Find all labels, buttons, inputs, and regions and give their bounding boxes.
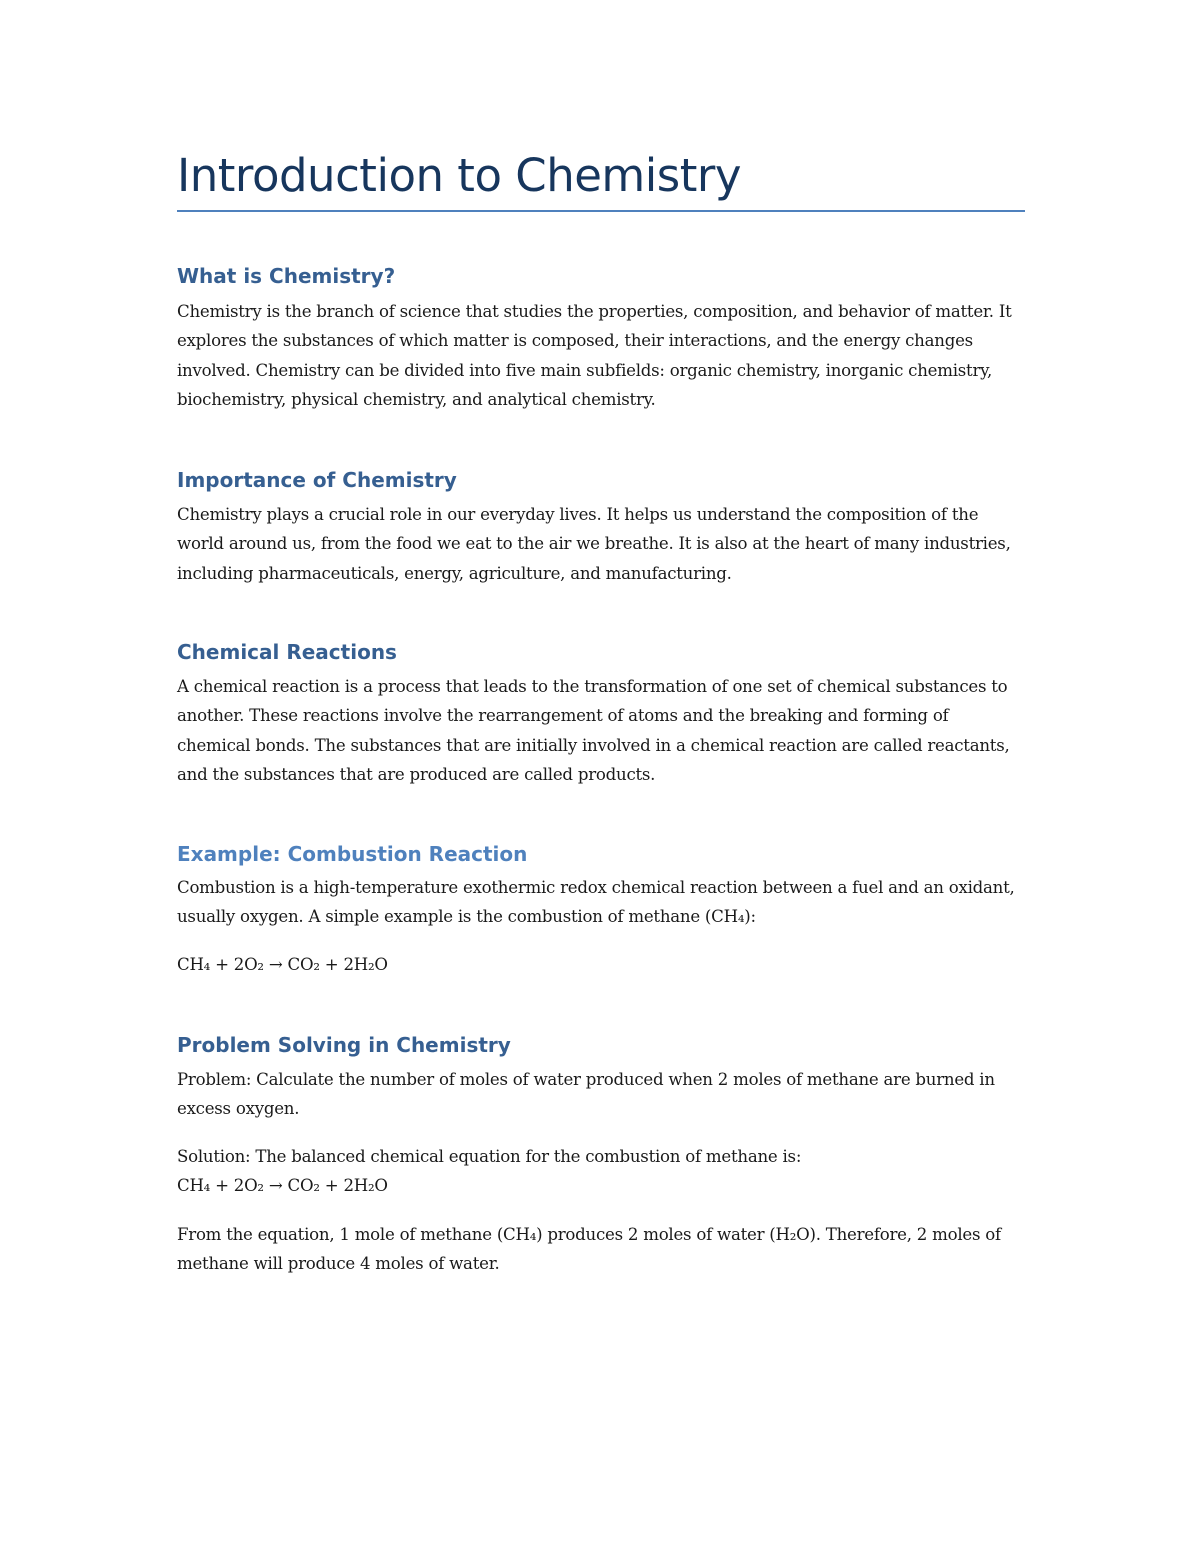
heading-importance-of-chemistry: Importance of Chemistry: [177, 468, 457, 492]
heading-problem-solving: Problem Solving in Chemistry: [177, 1033, 511, 1057]
title-underline: [177, 210, 1025, 212]
document-title: Introduction to Chemistry: [177, 149, 741, 202]
solution-intro: Solution: The balanced chemical equation for the combustion of methane is:: [177, 1147, 802, 1166]
paragraph-problem: Problem: Calculate the number of moles of water produced when 2 moles of methane are burned in excess oxygen.: [177, 1070, 995, 1119]
paragraph-solution: [177, 1142, 1025, 1201]
heading-chemical-reactions: Chemical Reactions: [177, 640, 397, 664]
paragraph-combustion: Combustion is a high-temperature exothermic redox chemical reaction between a fuel and an oxidant, usually oxygen. A simple example is the combustion of methane (CH₄):: [177, 878, 1015, 927]
heading-example-combustion: Example: Combustion Reaction: [177, 842, 528, 866]
combustion-equation: CH₄ + 2O₂ → CO₂ + 2H₂O: [177, 955, 388, 974]
paragraph-what-is-chemistry: Chemistry is the branch of science that studies the properties, composition, and behavior of matter. It explores the substances of which matter is composed, their interactions, and the energy changes involved. Chemistry can be divided into five main subfields: organic chemistry, inorganic chemistry, biochemistry, physical chemistry, and analytical chemistry.: [177, 302, 1012, 409]
solution-equation: CH₄ + 2O₂ → CO₂ + 2H₂O: [177, 1176, 388, 1196]
paragraph-conclusion: From the equation, 1 mole of methane (CH₄) produces 2 moles of water (H₂O). Therefore, 2 moles of methane will produce 4 moles of water.: [177, 1225, 1001, 1274]
paragraph-chemical-reactions: A chemical reaction is a process that leads to the transformation of one set of chemical substances to another. These reactions involve the rearrangement of atoms and the breaking and forming of chemical bonds. The substances that are initially involved in a chemical reaction are called reactants, and the substances that are produced are called products.: [177, 677, 1010, 784]
paragraph-importance-of-chemistry: Chemistry plays a crucial role in our everyday lives. It helps us understand the composition of the world around us, from the food we eat to the air we breathe. It is also at the heart of many industries, including pharmaceuticals, energy, agriculture, and manufacturing.: [177, 505, 1011, 583]
heading-what-is-chemistry: What is Chemistry?: [177, 264, 396, 288]
